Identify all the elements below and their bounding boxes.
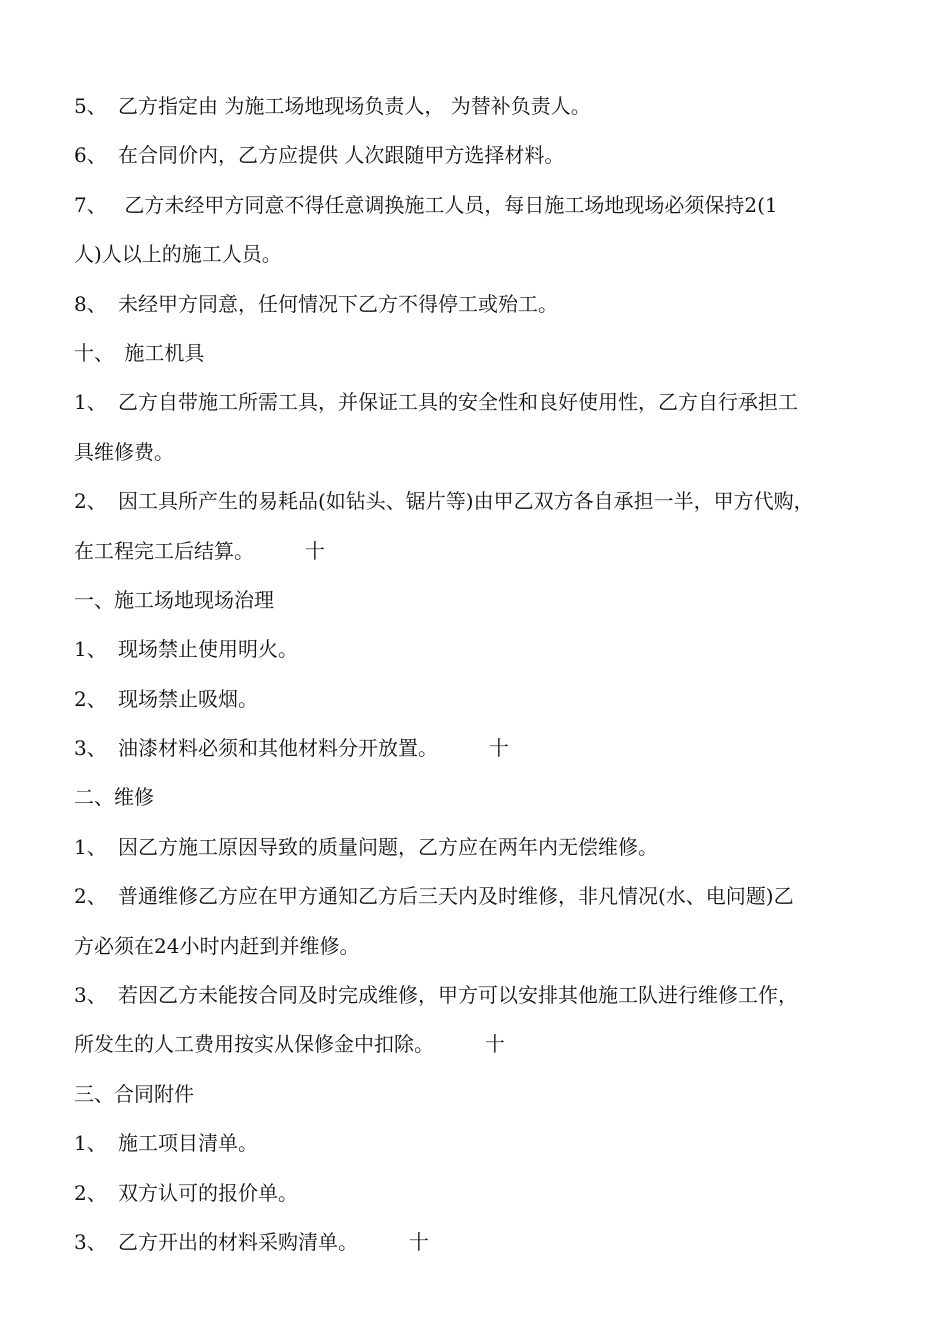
- continuation-line: [74, 428, 896, 477]
- section-heading: [74, 773, 896, 822]
- clause-text: 方必须在24小时内赶到并维修。: [74, 933, 360, 958]
- clause-line: [74, 971, 896, 1020]
- clause-number: 8、: [74, 291, 107, 316]
- section-heading: [74, 576, 896, 625]
- clause-number: 2、: [74, 1180, 107, 1205]
- clause-line: [74, 1119, 896, 1168]
- document-body: [74, 82, 896, 1267]
- clause-text: 在工程完工后结算。 十: [74, 538, 325, 563]
- clause-number: 1、: [74, 637, 107, 662]
- continuation-line: [74, 922, 896, 971]
- clause-text: 施工项目清单。: [118, 1131, 258, 1156]
- clause-number: 1、: [74, 390, 107, 415]
- section-title: 施工机具: [118, 340, 205, 365]
- continuation-line: [74, 527, 896, 576]
- clause-number: 5、: [74, 94, 107, 118]
- clause-line: [74, 724, 896, 773]
- clause-text: 若因乙方未能按合同及时完成维修，甲方可以安排其他施工队进行维修工作，: [118, 983, 798, 1008]
- clause-text: 因工具所产生的易耗品(如钻头、锯片等)由甲乙双方各自承担一半，甲方代购，: [118, 489, 814, 514]
- clause-line: [74, 181, 896, 230]
- clause-text: 乙方自带施工所需工具，并保证工具的安全性和良好使用性，乙方自行承担工: [118, 390, 798, 415]
- clause-text: 具维修费。: [74, 439, 174, 464]
- section-heading: [74, 329, 896, 378]
- clause-number: 7、: [74, 192, 107, 217]
- clause-number: 1、: [74, 834, 107, 859]
- clause-text: 乙方指定由 为施工场地现场负责人， 为替补负责人。: [118, 94, 591, 118]
- clause-line: [74, 1169, 896, 1218]
- clause-line: [74, 131, 896, 180]
- clause-line: [74, 82, 896, 131]
- clause-text: 现场禁止吸烟。: [118, 686, 258, 711]
- clause-text: 所发生的人工费用按实从保修金中扣除。 十: [74, 1032, 505, 1057]
- clause-text: 普通维修乙方应在甲方通知乙方后三天内及时维修，非凡情况(水、电问题)乙: [118, 884, 794, 909]
- clause-text: 人)人以上的施工人员。: [74, 242, 282, 267]
- clause-number: 2、: [74, 686, 107, 711]
- clause-line: [74, 477, 896, 526]
- clause-line: [74, 280, 896, 329]
- clause-text: 现场禁止使用明火。: [118, 637, 298, 662]
- clause-text: 在合同价内，乙方应提供 人次跟随甲方选择材料。: [118, 143, 565, 168]
- clause-number: 1、: [74, 1131, 107, 1156]
- clause-text: 乙方开出的材料采购清单。 十: [118, 1229, 429, 1254]
- clause-line: [74, 872, 896, 921]
- section-heading: [74, 1070, 896, 1119]
- clause-number: 3、: [74, 1229, 107, 1254]
- clause-number: 2、: [74, 489, 107, 514]
- section-title: 二、维修: [74, 785, 154, 810]
- clause-number: 6、: [74, 143, 107, 168]
- continuation-line: [74, 1020, 896, 1069]
- clause-text: 双方认可的报价单。: [118, 1180, 298, 1205]
- clause-line: [74, 625, 896, 674]
- clause-line: [74, 675, 896, 724]
- section-title: 一、施工场地现场治理: [74, 587, 274, 612]
- clause-line: [74, 378, 896, 427]
- clause-line: [74, 823, 896, 872]
- clause-text: 因乙方施工原因导致的质量问题，乙方应在两年内无偿维修。: [118, 834, 658, 859]
- continuation-line: [74, 230, 896, 279]
- clause-number: 2、: [74, 884, 107, 909]
- clause-line: [74, 1218, 896, 1267]
- clause-number: 3、: [74, 983, 107, 1008]
- clause-text: 未经甲方同意，任何情况下乙方不得停工或殆工。: [118, 291, 558, 316]
- clause-text: 油漆材料必须和其他材料分开放置。 十: [118, 736, 509, 761]
- section-title: 三、合同附件: [74, 1081, 194, 1106]
- clause-number: 3、: [74, 736, 107, 761]
- clause-text: 乙方未经甲方同意不得任意调换施工人员，每日施工场地现场必须保持2(1: [118, 192, 778, 217]
- section-number: 十、: [74, 340, 114, 365]
